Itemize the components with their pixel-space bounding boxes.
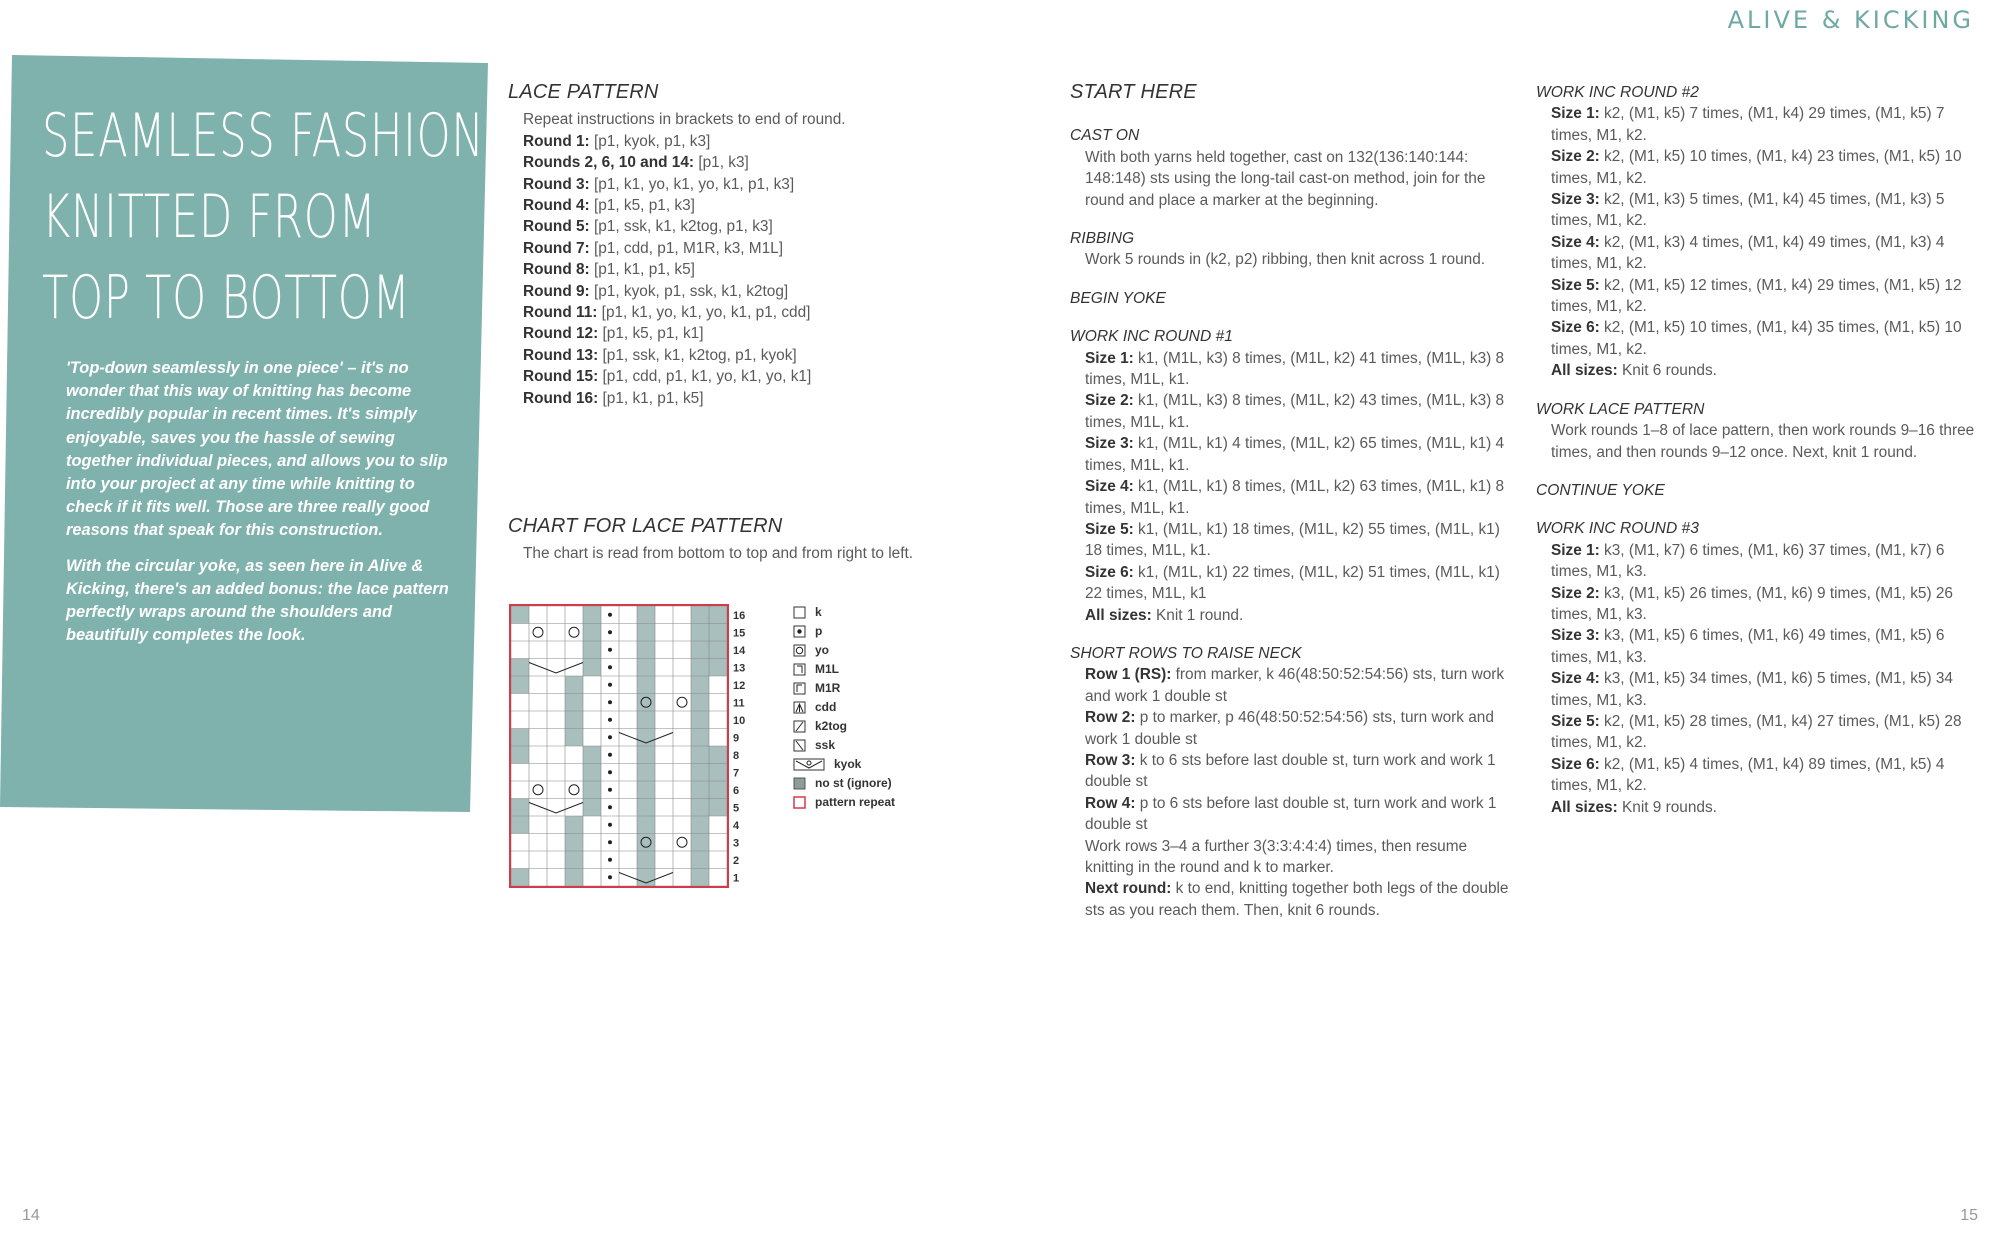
no-stitch-cell xyxy=(565,869,583,887)
instruction-text: k3, (M1, k5) 34 times, (M1, k6) 5 times, (M1, k5) 34 times, M1, k3. xyxy=(1551,670,1953,709)
page-number-left: 14 xyxy=(22,1207,40,1224)
no-stitch-cell xyxy=(709,746,727,764)
purl-dot xyxy=(608,823,612,827)
inc1-heading: WORK INC ROUND #1 xyxy=(1070,328,1233,346)
no-stitch-cell xyxy=(691,659,709,677)
instruction-line xyxy=(1085,793,1510,836)
instruction-line xyxy=(523,366,948,387)
panel-text xyxy=(66,357,456,659)
row-number: 8 xyxy=(733,749,740,762)
instruction-label: All sizes: xyxy=(1085,606,1152,624)
instruction-line xyxy=(1085,476,1510,519)
instruction-text: k3, (M1, k5) 6 times, (M1, k6) 49 times, (M1, k5) 6 times, M1, k3. xyxy=(1551,627,1945,666)
purl-dot xyxy=(608,648,612,652)
no-stitch-cell xyxy=(565,816,583,834)
instruction-label: Size 2: xyxy=(1551,148,1600,166)
inc2-list xyxy=(1536,103,1976,381)
purl-dot xyxy=(608,770,612,774)
instruction-label: Size 4: xyxy=(1551,670,1600,688)
no-stitch-cell xyxy=(709,624,727,642)
no-stitch-cell xyxy=(691,799,709,817)
kyok-symbol xyxy=(529,663,583,674)
instruction-text: k2, (M1, k5) 10 times, (M1, k4) 23 times, (M1, k5) 10 times, M1, k2. xyxy=(1551,148,1962,187)
m1r-icon xyxy=(793,682,807,696)
instruction-label: Row 1 (RS): xyxy=(1085,666,1172,684)
instruction-label: Size 6: xyxy=(1551,319,1600,337)
instruction-line xyxy=(1551,317,1976,360)
instruction-line xyxy=(523,281,948,302)
instruction-line xyxy=(1551,275,1976,318)
instruction-line xyxy=(1551,540,1976,583)
dot-box-icon xyxy=(793,625,807,639)
instruction-label: Size 1: xyxy=(1085,349,1134,367)
no-stitch-cell xyxy=(511,816,529,834)
instruction-text: k3, (M1, k7) 6 times, (M1, k6) 37 times, (M1, k7) 6 times, M1, k3. xyxy=(1551,541,1945,581)
legend-label: kyok xyxy=(834,757,862,771)
no-stitch-cell xyxy=(583,641,601,659)
instruction-line xyxy=(523,195,948,216)
instruction-label: Round 3: xyxy=(523,175,590,193)
instruction-text: k2, (M1, k5) 12 times, (M1, k4) 29 times, (M1, k5) 12 times, M1, k2. xyxy=(1551,276,1962,316)
instruction-line xyxy=(1551,103,1976,146)
instruction-text: [p1, kyok, p1, ssk, k1, k2tog] xyxy=(589,282,789,300)
continue-yoke-heading: CONTINUE YOKE xyxy=(1536,481,1665,499)
instruction-line xyxy=(1551,146,1976,189)
legend-item xyxy=(793,660,895,679)
inc1-list xyxy=(1070,348,1510,626)
no-stitch-cell xyxy=(691,676,709,694)
purl-dot xyxy=(608,665,612,669)
instruction-line xyxy=(1085,433,1510,476)
legend-item xyxy=(793,774,895,793)
row-number: 12 xyxy=(733,679,746,692)
work-lace-heading: WORK LACE PATTERN xyxy=(1536,400,1705,418)
no-stitch-cell xyxy=(565,834,583,852)
instruction-label: Rounds 2, 6, 10 and 14: xyxy=(523,154,695,172)
instruction-text: Knit 6 rounds. xyxy=(1617,362,1717,380)
instruction-label: Size 3: xyxy=(1551,627,1600,645)
instruction-text: Knit 1 round. xyxy=(1151,606,1244,624)
lace-heading: LACE PATTERN xyxy=(508,81,659,103)
instruction-text: [p1, k1, yo, k1, yo, k1, p1, k3] xyxy=(589,175,795,193)
no-stitch-cell xyxy=(709,781,727,799)
no-stitch-cell xyxy=(637,851,655,869)
no-stitch-cell xyxy=(709,606,727,624)
cast-on-heading: CAST ON xyxy=(1070,127,1140,145)
instruction-text: k1, (M1L, k1) 4 times, (M1L, k2) 65 times, (M1L, k1) 4 times, M1L, k1. xyxy=(1085,435,1505,474)
instruction-text: Knit 9 rounds. xyxy=(1617,798,1717,816)
no-stitch-cell xyxy=(637,746,655,764)
instruction-line xyxy=(1085,562,1510,605)
cdd-icon xyxy=(793,701,807,715)
instruction-text: [p1, k1, p1, k5] xyxy=(598,389,704,407)
instruction-text: k to 6 sts before last double st, turn work and work 1 double st xyxy=(1085,751,1496,791)
row-number: 2 xyxy=(733,854,740,867)
row-number: 9 xyxy=(733,732,740,745)
no-stitch-cell xyxy=(511,659,529,677)
no-stitch-cell xyxy=(637,834,655,852)
yo-symbol xyxy=(677,837,687,847)
no-stitch-cell xyxy=(637,711,655,729)
instruction-line xyxy=(523,259,948,280)
instruction-label: Round 15: xyxy=(523,368,599,386)
lace-intro: Repeat instructions in brackets to end of round. xyxy=(523,111,846,129)
legend-label: no st (ignore) xyxy=(815,776,892,790)
no-stitch-cell xyxy=(691,816,709,834)
yo-symbol xyxy=(533,785,543,795)
instruction-line xyxy=(523,174,948,195)
instruction-line xyxy=(523,302,948,323)
purl-dot xyxy=(608,805,612,809)
instruction-text: [p1, cdd, p1, k1, yo, k1, yo, k1] xyxy=(598,368,812,386)
no-stitch-cell xyxy=(637,624,655,642)
no-stitch-cell xyxy=(583,624,601,642)
no-stitch-cell xyxy=(583,746,601,764)
instruction-line xyxy=(1085,348,1510,391)
purl-dot xyxy=(608,788,612,792)
panel-title-line: SEAMLESS FASHION: xyxy=(42,101,500,171)
instruction-label: Size 2: xyxy=(1085,392,1134,410)
instruction-label: Row 3: xyxy=(1085,751,1136,769)
ribbing-heading: RIBBING xyxy=(1070,230,1135,248)
instruction-label: Next round: xyxy=(1085,880,1172,898)
instruction-line xyxy=(523,238,948,259)
instruction-line xyxy=(1551,189,1976,232)
kyok-symbol xyxy=(529,803,583,814)
instruction-text: [p1, k1, yo, k1, yo, k1, p1, cdd] xyxy=(597,304,811,322)
instruction-text: k1, (M1L, k1) 22 times, (M1L, k2) 51 times, (M1L, k1) 22 times, M1L, k1 xyxy=(1085,563,1500,603)
no-stitch-cell xyxy=(637,764,655,782)
row-number: 5 xyxy=(733,802,740,815)
legend-label: M1R xyxy=(815,681,841,695)
instruction-label: Round 12: xyxy=(523,325,599,343)
brand-title: ALIVE & KICKING xyxy=(1727,6,1974,34)
short-rows-heading: SHORT ROWS TO RAISE NECK xyxy=(1070,644,1302,662)
no-stitch-cell xyxy=(709,764,727,782)
instruction-text: k3, (M1, k5) 26 times, (M1, k6) 9 times, (M1, k5) 26 times, M1, k3. xyxy=(1551,584,1953,623)
inc3-heading: WORK INC ROUND #3 xyxy=(1536,520,1699,538)
instruction-line xyxy=(1085,390,1510,433)
instruction-text: [p1, k5, p1, k1] xyxy=(598,325,704,343)
chart-heading: CHART FOR LACE PATTERN xyxy=(508,515,783,537)
lace-chart-svg xyxy=(508,603,753,893)
instruction-label: All sizes: xyxy=(1551,798,1618,816)
instruction-label: Round 13: xyxy=(523,346,599,364)
row-number: 1 xyxy=(733,872,740,885)
instruction-text: k1, (M1L, k1) 18 times, (M1L, k2) 55 times, (M1L, k1) 18 times, M1L, k1. xyxy=(1085,520,1500,560)
no-stitch-cell xyxy=(511,869,529,887)
row-number: 3 xyxy=(733,837,740,850)
panel-paragraph: With the circular yoke, as seen here in Alive & Kicking, there's an added bonus: the lace pattern perfectly wraps around the shoulders and beautifully completes the look. xyxy=(66,556,449,645)
no-stitch-cell xyxy=(511,729,529,747)
instruction-line xyxy=(523,216,948,237)
instruction-text: [p1, ssk, k1, k2tog, p1, kyok] xyxy=(598,346,797,364)
no-stitch-cell xyxy=(691,729,709,747)
no-stitch-cell xyxy=(691,764,709,782)
ssk-icon xyxy=(793,739,807,753)
instruction-text: k2, (M1, k5) 7 times, (M1, k4) 29 times, (M1, k5) 7 times, M1, k2. xyxy=(1551,105,1945,144)
legend-label: pattern repeat xyxy=(815,795,896,809)
legend-item xyxy=(793,793,895,812)
purl-dot xyxy=(608,683,612,687)
no-stitch-cell xyxy=(511,606,529,624)
instruction-text: [p1, k1, p1, k5] xyxy=(589,261,695,279)
no-stitch-cell xyxy=(709,659,727,677)
instruction-text: [p1, k3] xyxy=(694,154,749,172)
instruction-label: Size 6: xyxy=(1551,755,1600,773)
start-here-section xyxy=(1070,82,1510,921)
instruction-label: Size 5: xyxy=(1551,276,1600,294)
instruction-line xyxy=(1551,754,1976,797)
lace-pattern-section xyxy=(508,82,948,409)
instruction-text: k2, (M1, k5) 28 times, (M1, k4) 27 times, (M1, k5) 28 times, M1, k2. xyxy=(1551,712,1962,752)
no-stitch-cell xyxy=(691,851,709,869)
row-number: 11 xyxy=(733,697,745,710)
instruction-label: Size 4: xyxy=(1551,233,1600,251)
panel-title xyxy=(42,96,500,339)
instruction-line xyxy=(523,345,948,366)
no-stitch-cell xyxy=(565,711,583,729)
instruction-label: Size 4: xyxy=(1085,478,1134,496)
instruction-label: Round 11: xyxy=(523,304,598,322)
no-stitch-cell xyxy=(565,694,583,712)
no-stitch-cell xyxy=(691,606,709,624)
legend-label: yo xyxy=(815,643,830,657)
legend-item xyxy=(793,641,895,660)
row-number: 13 xyxy=(733,662,746,675)
gray-box-icon xyxy=(793,777,807,791)
instruction-text: [p1, kyok, p1, k3] xyxy=(589,132,711,150)
instruction-label: Round 7: xyxy=(523,239,590,257)
instruction-line xyxy=(1551,232,1976,275)
instruction-label: Round 8: xyxy=(523,261,590,279)
instruction-label: Size 3: xyxy=(1085,435,1134,453)
no-stitch-cell xyxy=(511,799,529,817)
yo-symbol xyxy=(569,627,579,637)
row-number: 4 xyxy=(733,819,740,832)
cast-on-text: With both yarns held together, cast on 132(136:140:144: 148:148) sts using the long-tail cast-on method, join for the round and place a marker at the beginning. xyxy=(1085,148,1486,209)
instruction-label: Round 9: xyxy=(523,282,590,300)
inc2-heading: WORK INC ROUND #2 xyxy=(1536,84,1699,101)
no-stitch-cell xyxy=(583,606,601,624)
instruction-line xyxy=(1551,583,1976,626)
no-stitch-cell xyxy=(709,799,727,817)
no-stitch-cell xyxy=(637,659,655,677)
no-stitch-cell xyxy=(583,781,601,799)
instruction-line xyxy=(1551,797,1976,818)
instruction-text: [p1, ssk, k1, k2tog, p1, k3] xyxy=(589,218,773,236)
no-stitch-cell xyxy=(691,746,709,764)
instruction-line xyxy=(1551,625,1976,668)
lace-chart xyxy=(508,603,753,898)
legend-label: k xyxy=(815,605,822,619)
no-stitch-cell xyxy=(691,694,709,712)
legend-item xyxy=(793,698,895,717)
purl-dot xyxy=(608,700,612,704)
purl-dot xyxy=(608,630,612,634)
instruction-line xyxy=(1551,360,1976,381)
no-stitch-cell xyxy=(583,799,601,817)
instruction-text: from marker, k 46(48:50:52:54:56) sts, turn work and work 1 double st xyxy=(1085,666,1505,705)
purl-dot xyxy=(608,735,612,739)
work-lace-text: Work rounds 1–8 of lace pattern, then work rounds 9–16 three times, and then rounds 9–12 once. Next, knit 1 round. xyxy=(1551,422,1975,461)
no-stitch-cell xyxy=(637,816,655,834)
instruction-text: k2, (M1, k3) 4 times, (M1, k4) 49 times, (M1, k3) 4 times, M1, k2. xyxy=(1551,233,1945,273)
instruction-text: p to marker, p 46(48:50:52:54:56) sts, turn work and work 1 double st xyxy=(1085,709,1494,748)
begin-yoke-heading: BEGIN YOKE xyxy=(1070,289,1166,307)
legend-label: cdd xyxy=(815,700,837,714)
short-rows-list xyxy=(1070,664,1510,921)
no-stitch-cell xyxy=(637,641,655,659)
panel-title-line: KNITTED FROM xyxy=(42,182,377,252)
yoke-section xyxy=(1536,82,1976,818)
circle-box-icon xyxy=(793,644,807,658)
no-stitch-cell xyxy=(511,746,529,764)
legend-label: k2tog xyxy=(815,719,848,733)
instruction-text: [p1, k5, p1, k3] xyxy=(589,197,695,215)
row-number: 15 xyxy=(733,627,746,640)
instruction-label: Row 2: xyxy=(1085,709,1136,727)
instruction-line xyxy=(1085,605,1510,626)
no-stitch-cell xyxy=(691,624,709,642)
yo-symbol xyxy=(677,697,687,707)
ribbing-text: Work 5 rounds in (k2, p2) ribbing, then knit across 1 round. xyxy=(1085,251,1486,269)
purl-dot xyxy=(608,753,612,757)
instruction-label: Size 1: xyxy=(1551,105,1600,123)
purl-dot xyxy=(608,875,612,879)
instruction-text: k1, (M1L, k1) 8 times, (M1L, k2) 63 times, (M1L, k1) 8 times, M1L, k1. xyxy=(1085,478,1505,517)
instruction-text: k1, (M1L, k3) 8 times, (M1L, k2) 43 times, (M1L, k3) 8 times, M1L, k1. xyxy=(1085,392,1505,431)
legend-label: ssk xyxy=(815,738,836,752)
legend-item xyxy=(793,717,895,736)
page-number-right: 15 xyxy=(1960,1207,1978,1224)
instruction-text: k1, (M1L, k3) 8 times, (M1L, k2) 41 times, (M1L, k3) 8 times, M1L, k1. xyxy=(1085,349,1505,389)
no-stitch-cell xyxy=(691,834,709,852)
instruction-text: [p1, cdd, p1, M1R, k3, M1L] xyxy=(589,239,784,257)
no-stitch-cell xyxy=(691,641,709,659)
instruction-line xyxy=(523,388,948,409)
legend-label: p xyxy=(815,624,823,638)
legend-label: M1L xyxy=(815,662,839,676)
no-stitch-cell xyxy=(511,676,529,694)
instruction-line xyxy=(523,152,948,173)
no-stitch-cell xyxy=(691,869,709,887)
start-heading: START HERE xyxy=(1070,81,1197,103)
instruction-line xyxy=(523,131,948,152)
no-stitch-cell xyxy=(709,641,727,659)
instruction-text: p to 6 sts before last double st, turn work and work 1 double st xyxy=(1085,794,1497,834)
panel-paragraph: 'Top-down seamlessly in one piece' – it's no wonder that this way of knitting has become incredibly popular in recent times. It's simply enjoyable, saves you the hassle of sewing together individual pieces, and allows you to slip into your project at any time while knitting to check if it fits well. Those are three really good reasons that speak for this construction. xyxy=(66,359,448,540)
instruction-label: Round 5: xyxy=(523,218,590,236)
row-number: 10 xyxy=(733,714,746,727)
instruction-line xyxy=(1085,519,1510,562)
instruction-label: Size 3: xyxy=(1551,191,1600,209)
legend-item xyxy=(793,736,895,755)
instruction-line xyxy=(1085,836,1510,879)
panel-title-line: TOP TO BOTTOM xyxy=(42,263,411,333)
lace-body xyxy=(508,109,948,409)
instruction-line xyxy=(1085,878,1510,921)
no-stitch-cell xyxy=(691,781,709,799)
instruction-line xyxy=(1551,711,1976,754)
purl-dot xyxy=(608,858,612,862)
instruction-label: Round 16: xyxy=(523,389,599,407)
inc3-list xyxy=(1536,540,1976,818)
instruction-text: k to end, knitting together both legs of the double sts as you reach them. Then, knit 6 rounds. xyxy=(1085,880,1509,919)
instruction-label: Size 2: xyxy=(1551,584,1600,602)
no-stitch-cell xyxy=(565,729,583,747)
no-stitch-cell xyxy=(637,694,655,712)
m1l-icon xyxy=(793,663,807,677)
instruction-label: Round 4: xyxy=(523,197,590,215)
instruction-label: Size 1: xyxy=(1551,541,1600,559)
purl-dot xyxy=(608,613,612,617)
k2tog-icon xyxy=(793,720,807,734)
instruction-line xyxy=(523,323,948,344)
yo-symbol xyxy=(569,785,579,795)
legend-item xyxy=(793,622,895,641)
no-stitch-cell xyxy=(637,606,655,624)
instruction-label: Round 1: xyxy=(523,132,590,150)
instruction-line xyxy=(1551,668,1976,711)
no-stitch-cell xyxy=(565,676,583,694)
instruction-text: k2, (M1, k5) 4 times, (M1, k4) 89 times, (M1, k5) 4 times, M1, k2. xyxy=(1551,755,1945,795)
instruction-label: Size 6: xyxy=(1085,563,1134,581)
instruction-text: k2, (M1, k3) 5 times, (M1, k4) 45 times, (M1, k3) 5 times, M1, k2. xyxy=(1551,191,1945,230)
instruction-line xyxy=(1085,750,1510,793)
red-box-icon xyxy=(793,796,807,810)
chart-intro: The chart is read from bottom to top and from right to left. xyxy=(523,545,914,563)
row-number: 16 xyxy=(733,609,746,622)
legend-item xyxy=(793,755,895,774)
no-stitch-cell xyxy=(637,676,655,694)
instruction-line xyxy=(1085,664,1510,707)
no-stitch-cell xyxy=(637,781,655,799)
yo-symbol xyxy=(533,627,543,637)
no-stitch-cell xyxy=(637,799,655,817)
no-stitch-cell xyxy=(583,659,601,677)
lace-rounds-list xyxy=(523,131,948,409)
purl-dot xyxy=(608,840,612,844)
instruction-text: k2, (M1, k5) 10 times, (M1, k4) 35 times, (M1, k5) 10 times, M1, k2. xyxy=(1551,319,1962,358)
instruction-label: Size 5: xyxy=(1085,520,1134,538)
row-number: 7 xyxy=(733,767,740,780)
instruction-text: Work rows 3–4 a further 3(3:3:4:4:4) times, then resume knitting in the round and k to marker. xyxy=(1085,837,1468,876)
row-number: 6 xyxy=(733,784,740,797)
legend-item xyxy=(793,603,895,622)
purl-dot xyxy=(608,718,612,722)
kyok-icon xyxy=(793,758,826,772)
row-number: 14 xyxy=(733,644,746,657)
no-stitch-cell xyxy=(583,764,601,782)
chart-section xyxy=(508,516,948,565)
no-stitch-cell xyxy=(565,851,583,869)
instruction-label: Size 5: xyxy=(1551,712,1600,730)
no-stitch-cell xyxy=(691,711,709,729)
instruction-label: All sizes: xyxy=(1551,362,1618,380)
legend-item xyxy=(793,679,895,698)
chart-legend xyxy=(793,603,895,812)
box-icon xyxy=(793,606,807,620)
instruction-line xyxy=(1085,707,1510,750)
instruction-label: Row 4: xyxy=(1085,794,1136,812)
